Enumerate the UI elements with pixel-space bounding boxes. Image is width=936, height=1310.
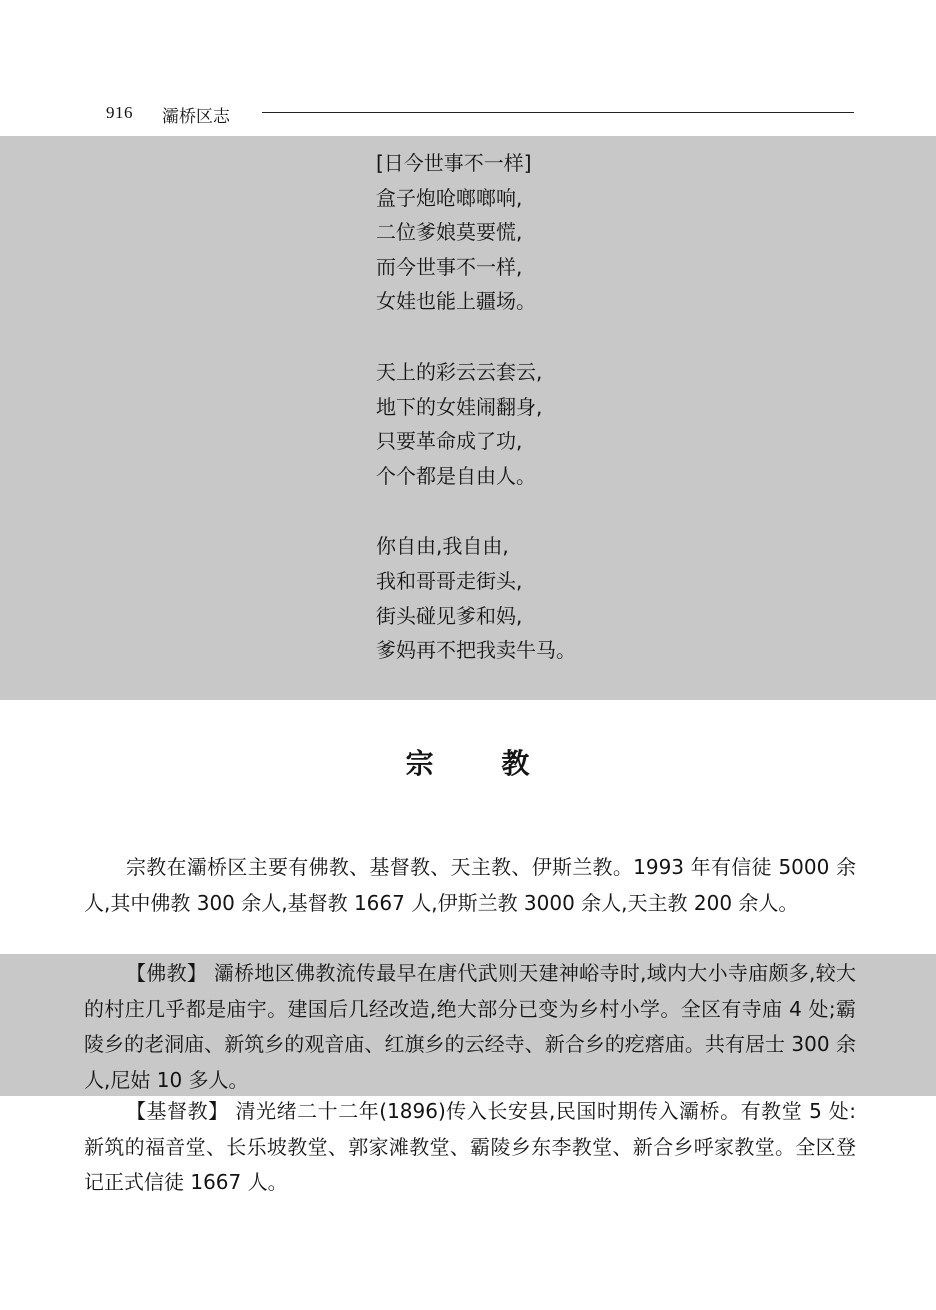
song-line: 女娃也能上疆场。 (376, 289, 536, 314)
song-line: 只要革命成了功, (376, 429, 523, 454)
stanza-gap (376, 493, 796, 529)
paragraph-text: 清光绪二十二年(1896)传入长安县,民国时期传入灞桥。有教堂 5 处:新筑的福音堂、长乐坡教堂、郭家滩教堂、霸陵乡东李教堂、新合乡呼家教堂。全区登记正式信徒 1667 人。 (84, 1099, 856, 1194)
book-title: 灞桥区志 (162, 107, 230, 127)
song-line: 盒子炮呛啷啷响, (376, 185, 523, 210)
paragraph-christianity (84, 1094, 856, 1201)
running-header (84, 101, 854, 129)
section-title: 宗 教 (405, 747, 531, 780)
paragraph-intro: 宗教在灞桥区主要有佛教、基督教、天主教、伊斯兰教。1993 年有信徒 5000 余人,其中佛教 300 余人,基督教 1667 人,伊斯兰教 3000 余人,天主教 200 余人。 (84, 855, 856, 915)
song-line: 二位爹娘莫要慌, (376, 220, 523, 245)
song-line: 爹妈再不把我卖牛马。 (376, 638, 576, 663)
song-line: 天上的彩云云套云, (376, 359, 543, 384)
song-line: 街头碰见爹和妈, (376, 603, 523, 628)
song-line: 你自由,我自由, (376, 534, 509, 559)
song-line: 地下的女娃闹翻身, (376, 394, 543, 419)
paragraph-buddhism (84, 956, 856, 1098)
page-number: 916 (106, 103, 133, 122)
paragraph-text: 灞桥地区佛教流传最早在唐代武则天建神峪寺时,域内大小寺庙颇多,较大的村庄几乎都是庙宇。建国后几经改造,绝大部分已变为乡村小学。全区有寺庙 4 处;霸陵乡的老洞庙、新筑乡的观音庙、红旗乡的云经寺、新合乡的疙瘩庙。共有居士 300 余人,尼姑 10 多人。 (84, 961, 857, 1092)
paragraph-label: 【基督教】 (126, 1099, 229, 1123)
song-title: [日今世事不一样] (376, 151, 532, 175)
header-rule (262, 112, 854, 113)
stanza-gap (376, 319, 796, 355)
song-line: 我和哥哥走街头, (376, 568, 523, 593)
paragraph-label: 【佛教】 (126, 961, 208, 985)
song-line: 而今世事不一样, (376, 254, 523, 279)
song-line: 个个都是自由人。 (376, 463, 536, 488)
folk-song (376, 146, 796, 668)
